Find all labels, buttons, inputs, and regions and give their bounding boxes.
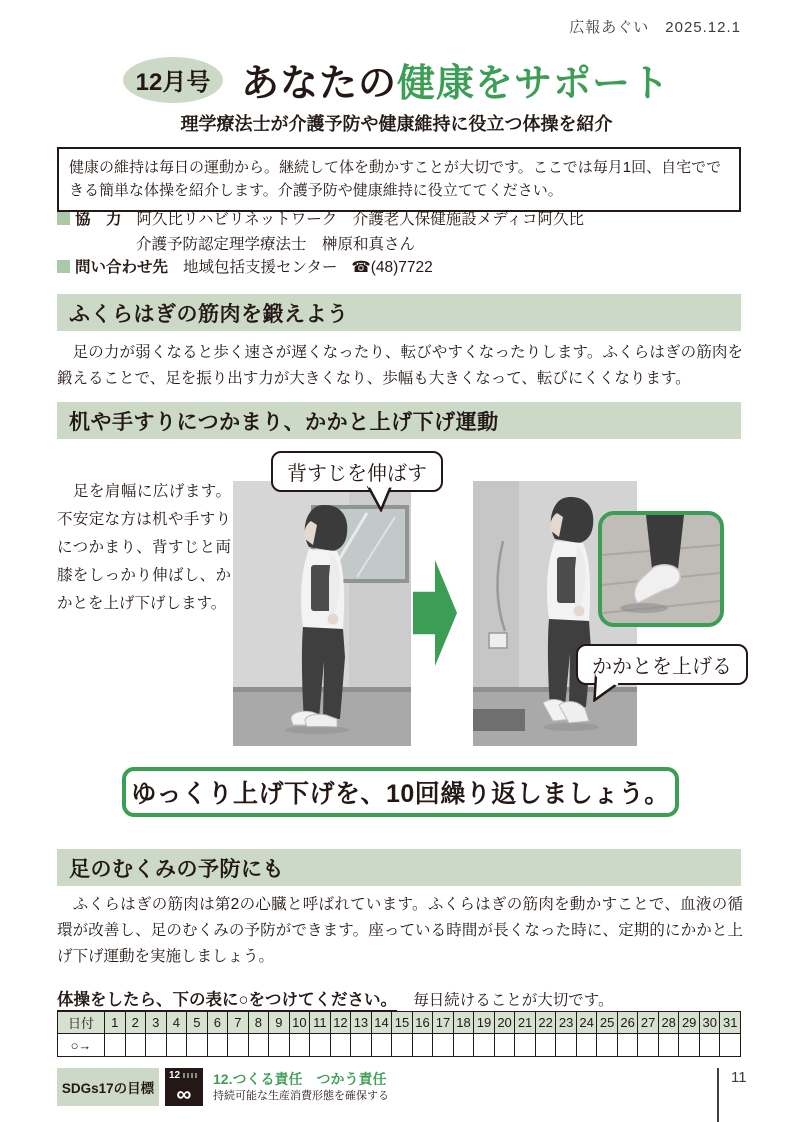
tracker-instruction-bold: 体操をしたら、下の表に○をつけてください。 <box>57 991 397 1012</box>
tracker-day-cell <box>351 1034 372 1057</box>
tracker-day-cell <box>617 1034 638 1057</box>
sdg-goal-number: 12 <box>169 1070 181 1081</box>
tracker-day-cell <box>207 1034 228 1057</box>
tracker-day-cell <box>105 1034 126 1057</box>
tracker-day-header: 8 <box>248 1012 269 1034</box>
tracker-day-header: 31 <box>720 1012 741 1034</box>
contact-label: 問い合わせ先 <box>75 259 169 276</box>
sdg-goal-description: 持続可能な生産消費形態を確保する <box>213 1090 389 1102</box>
heel-closeup-inset <box>598 511 724 627</box>
tracker-day-cell <box>125 1034 146 1057</box>
tracker-day-header: 13 <box>351 1012 372 1034</box>
title-green-part: 健康をサポート <box>397 63 671 105</box>
exercise-tracker-table <box>57 1011 741 1057</box>
sdgs-badge: SDGs17の目標 <box>57 1068 159 1106</box>
exercise-instructions: 足を肩幅に広げます。不安定な方は机や手すりにつかまり、背すじと両膝をしっかり伸ばし、かかとを上げ下げします。 <box>57 483 231 612</box>
section-heading-exercise <box>57 402 741 439</box>
tracker-day-header: 21 <box>515 1012 536 1034</box>
tracker-day-cell <box>433 1034 454 1057</box>
tracker-day-cell <box>556 1034 577 1057</box>
tracker-day-header: 26 <box>617 1012 638 1034</box>
heel-closeup-illustration <box>602 515 720 623</box>
page-number-rule <box>717 1068 719 1122</box>
tracker-day-cell <box>474 1034 495 1057</box>
photo-standing-flat <box>233 481 411 746</box>
tracker-day-header: 17 <box>433 1012 454 1034</box>
tracker-day-header: 12 <box>330 1012 351 1034</box>
tracker-day-header: 16 <box>412 1012 433 1034</box>
contact-place: 地域包括支援センター <box>183 259 338 276</box>
tracker-day-cell <box>699 1034 720 1057</box>
tracker-day-cell <box>371 1034 392 1057</box>
tracker-day-cell <box>494 1034 515 1057</box>
tracker-day-header: 24 <box>576 1012 597 1034</box>
page-title <box>241 52 670 107</box>
tracker-day-cell <box>228 1034 249 1057</box>
callout-raise-heels <box>576 644 748 685</box>
green-square-icon <box>57 260 70 273</box>
swelling-paragraph: ふくらはぎの筋肉は第2の心臓と呼ばれています。ふくらはぎの筋肉を動かすことで、血液の循環が改善し、足のむくみの予防ができます。座っている時間が長くなった時に、定期的にかかと上げ下げ運動を実施しましょう。 <box>57 896 743 966</box>
section-heading-swelling-label: 足のむくみの予防にも <box>69 857 284 881</box>
tracker-day-header: 15 <box>392 1012 413 1034</box>
tracker-day-cell <box>412 1034 433 1057</box>
tracker-day-header: 3 <box>146 1012 167 1034</box>
cooperation-row <box>57 209 584 231</box>
phone-icon: ☎ <box>351 259 371 276</box>
tracker-day-cell <box>269 1034 290 1057</box>
tracker-day-header: 11 <box>310 1012 331 1034</box>
sdg-tiny-title-marks <box>183 1073 199 1078</box>
tracker-day-cell <box>187 1034 208 1057</box>
tracker-instruction <box>57 986 614 1010</box>
contact-row <box>57 257 433 279</box>
tracker-mark-label: ○→ <box>58 1034 105 1057</box>
repeat-highlight-box: ゆっくり上げ下げを、10回繰り返しましょう。 <box>122 767 679 817</box>
section-heading-calf <box>57 294 741 331</box>
tracker-day-header: 22 <box>535 1012 556 1034</box>
tracker-day-cell <box>310 1034 331 1057</box>
tracker-day-header: 9 <box>269 1012 290 1034</box>
tracker-day-cell <box>166 1034 187 1057</box>
tracker-day-cell <box>720 1034 741 1057</box>
intro-box: 健康の維持は毎日の運動から。継続して体を動かすことが大切です。ここでは毎月1回、自宅でできる簡単な体操を紹介します。介護予防や健康維持に役立ててください。 <box>57 147 741 212</box>
cooperation-value-line2: 介護予防認定理学療法士 榊原和真さん <box>136 236 416 253</box>
tracker-date-header: 日付 <box>58 1012 105 1034</box>
tracker-day-cell <box>392 1034 413 1057</box>
section-heading-swelling <box>57 849 741 886</box>
tracker-day-header: 6 <box>207 1012 228 1034</box>
tracker-day-cell <box>330 1034 351 1057</box>
tracker-day-header: 14 <box>371 1012 392 1034</box>
title-black-part: あなたの <box>240 63 397 105</box>
tracker-day-header: 30 <box>699 1012 720 1034</box>
tracker-instruction-note: 毎日続けることが大切です。 <box>413 992 614 1009</box>
tracker-day-header: 18 <box>453 1012 474 1034</box>
tracker-day-cell <box>597 1034 618 1057</box>
tracker-day-cell <box>289 1034 310 1057</box>
title-row <box>0 52 793 107</box>
cooperation-label: 協 力 <box>75 211 122 228</box>
tracker-day-cell <box>515 1034 536 1057</box>
infinity-icon: ∞ <box>176 1083 192 1106</box>
green-square-icon <box>57 212 70 225</box>
section-heading-calf-label: ふくらはぎの筋肉を鍛えよう <box>69 302 349 326</box>
phone-number: (48)7722 <box>370 259 433 276</box>
calf-paragraph: 足の力が弱くなると歩く速さが遅くなったり、転びやすくなったりします。ふくらはぎの筋肉を鍛えることで、足を振り出す力が大きくなり、歩幅も大きくなって、転びにくくなります。 <box>57 344 743 388</box>
tracker-day-cell <box>453 1034 474 1057</box>
tracker-mark-row <box>58 1034 741 1057</box>
tracker-day-header: 4 <box>166 1012 187 1034</box>
tracker-day-cell <box>576 1034 597 1057</box>
tracker-day-header: 7 <box>228 1012 249 1034</box>
tracker-day-header: 2 <box>125 1012 146 1034</box>
month-badge: 12月号 <box>123 57 223 103</box>
tracker-day-header: 29 <box>679 1012 700 1034</box>
tracker-day-cell <box>248 1034 269 1057</box>
bubble-tail-icon <box>364 485 394 512</box>
tracker-day-header: 27 <box>638 1012 659 1034</box>
tracker-day-header: 19 <box>474 1012 495 1034</box>
tracker-day-cell <box>638 1034 659 1057</box>
tracker-day-header: 10 <box>289 1012 310 1034</box>
callout-raise-heels-label: かかとを上げる <box>592 656 732 678</box>
tracker-day-cell <box>679 1034 700 1057</box>
tracker-day-cell <box>146 1034 167 1057</box>
tracker-day-header: 5 <box>187 1012 208 1034</box>
issue-header: 広報あぐい 2025.12.1 <box>569 19 741 36</box>
callout-straight-back <box>271 451 443 492</box>
section-heading-exercise-label: 机や手すりにつかまり、かかと上げ下げ運動 <box>69 410 499 434</box>
page-number: 11 <box>731 1069 747 1086</box>
tracker-day-header: 20 <box>494 1012 515 1034</box>
tracker-day-cell <box>535 1034 556 1057</box>
tracker-day-cell <box>658 1034 679 1057</box>
photo-standing-flat-illustration <box>233 481 411 746</box>
tracker-day-header: 23 <box>556 1012 577 1034</box>
callout-straight-back-label: 背すじを伸ばす <box>287 463 427 485</box>
right-arrow-icon <box>413 560 457 666</box>
page-subtitle: 理学療法士が介護予防や健康維持に役立つ体操を紹介 <box>180 114 613 134</box>
sdg-goal12-icon <box>165 1068 203 1106</box>
sdg-goal-title: 12.つくる責任 つかう責任 <box>213 1071 387 1087</box>
tracker-day-header: 28 <box>658 1012 679 1034</box>
cooperation-value: 阿久比リハビリネットワーク 介護老人保健施設メディコ阿久比 <box>136 211 585 228</box>
tracker-header-row <box>58 1012 741 1034</box>
tracker-day-header: 1 <box>105 1012 126 1034</box>
tracker-day-header: 25 <box>597 1012 618 1034</box>
